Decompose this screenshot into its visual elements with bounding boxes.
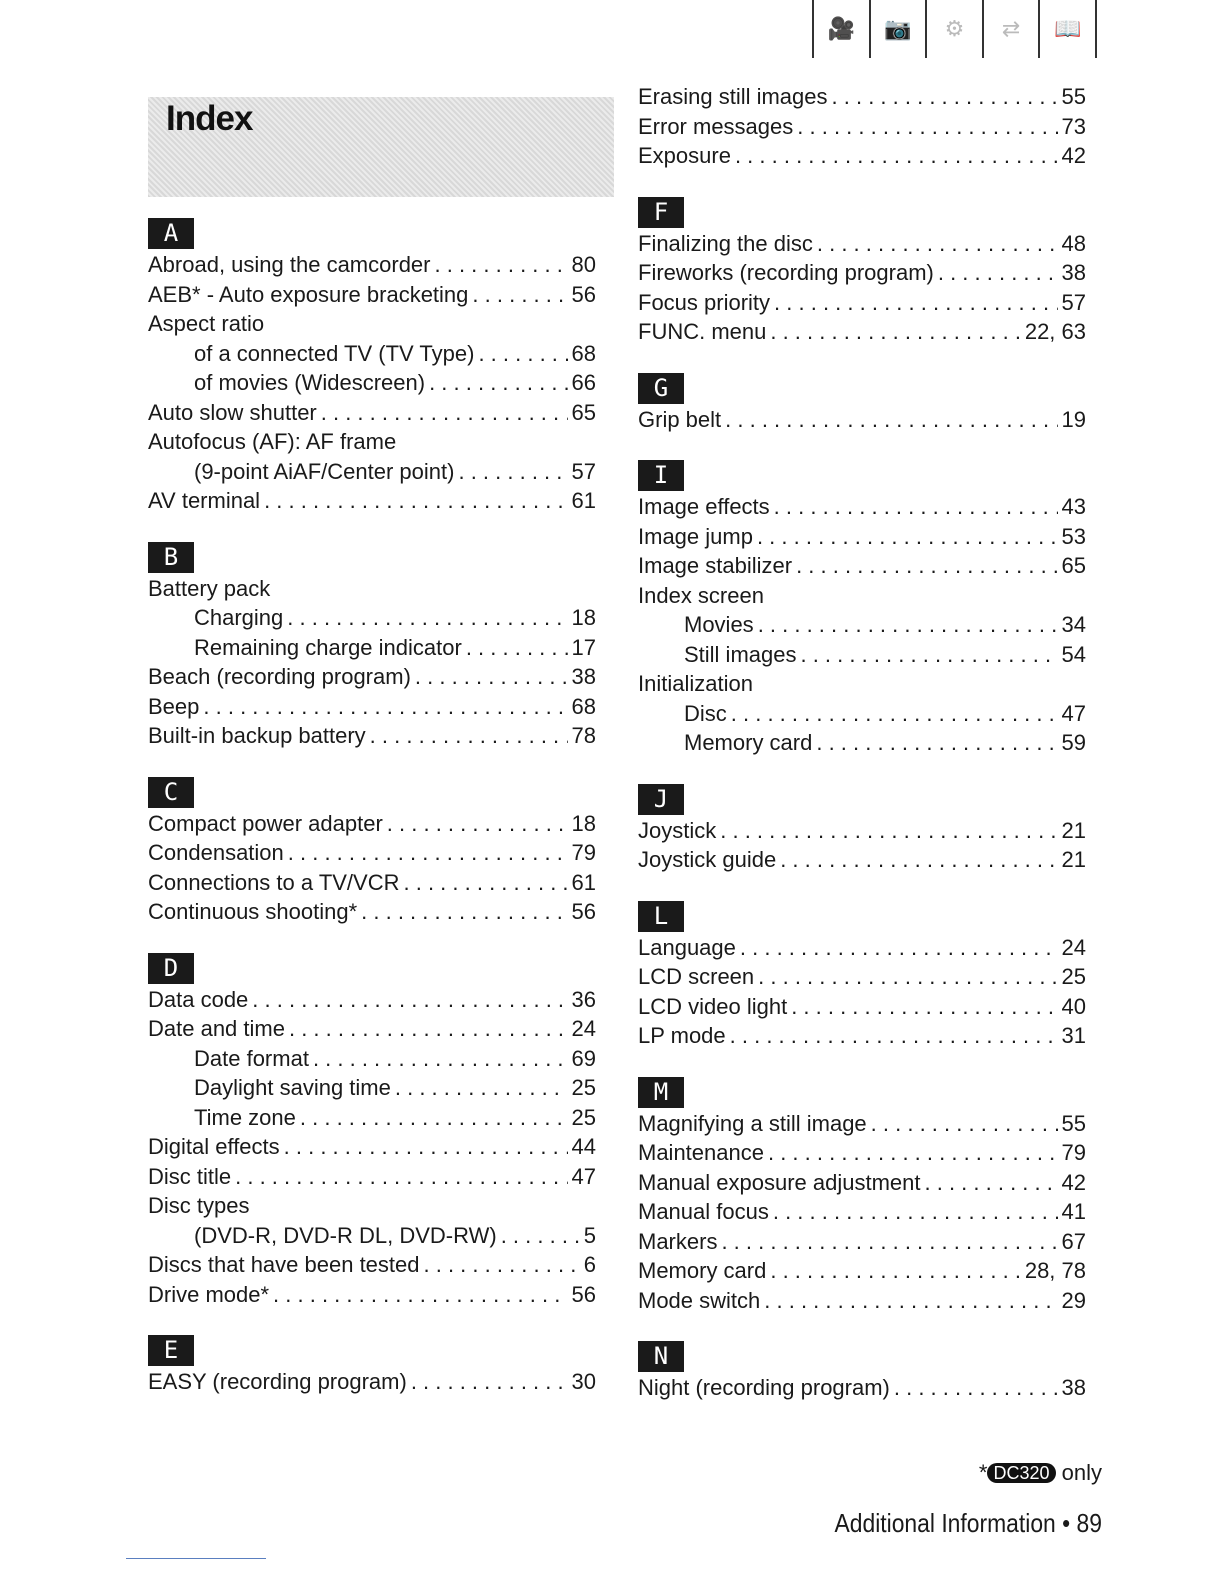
entry-page: 68 [571, 340, 596, 366]
entry-term: Focus priority [638, 289, 771, 315]
entry-term: Initialization [638, 671, 753, 696]
index-entry [148, 1103, 596, 1133]
entry-term: Night (recording program) [638, 1375, 890, 1400]
entry-page: 38 [571, 664, 596, 689]
index-section [638, 197, 1086, 347]
entry-term: Drive mode* [148, 1281, 270, 1307]
book-icon: 📖 [1038, 0, 1097, 58]
leader-dots [370, 721, 568, 751]
footnote: * DC320 only [978, 1460, 1102, 1485]
section-letter: F [638, 197, 684, 228]
entry-term: Erasing still images [638, 84, 828, 109]
entry-page: 55 [1061, 1110, 1086, 1136]
entry-page: 42 [1061, 143, 1086, 168]
index-column-left [148, 218, 596, 1423]
entry-page: 56 [571, 899, 596, 924]
leader-dots [435, 250, 568, 280]
index-entry [148, 457, 596, 487]
index-entry [148, 486, 596, 516]
index-entry [148, 1014, 596, 1044]
index-entry [638, 522, 1086, 552]
entry-term: Joystick guide [638, 847, 777, 872]
entry-page: 25 [1061, 964, 1086, 989]
entry-term: Markers [638, 1228, 718, 1254]
leader-dots [284, 1132, 568, 1162]
entry-page: 6 [583, 1252, 596, 1277]
entry-page: 22, 63 [1024, 319, 1086, 344]
leader-dots [796, 551, 1057, 581]
entry-term: Fireworks (recording program) [638, 260, 934, 285]
index-entry [148, 633, 596, 663]
leader-dots [770, 1256, 1020, 1286]
index-entry [638, 288, 1086, 318]
section-letter: G [638, 373, 684, 404]
index-column-right [638, 82, 1086, 1429]
leader-dots [415, 662, 568, 692]
entry-term: Remaining charge indicator [194, 634, 462, 660]
leader-dots [800, 640, 1057, 670]
leader-dots [774, 492, 1058, 522]
entry-term: Aspect ratio [148, 311, 265, 336]
index-entry [148, 1073, 596, 1103]
camcorder-icon: 🎥 [812, 0, 869, 58]
entry-term: Movies [684, 612, 754, 637]
entry-term: Image stabilizer [638, 553, 793, 578]
leader-dots [387, 809, 568, 839]
index-entry [638, 551, 1086, 581]
entry-page: 34 [1061, 612, 1086, 637]
index-entry [148, 809, 596, 839]
entry-term: Charging [194, 605, 284, 630]
index-entry [148, 368, 596, 398]
index-entry [148, 1221, 596, 1251]
entry-page: 73 [1061, 113, 1086, 139]
entry-term: Grip belt [638, 406, 722, 432]
entry-page: 43 [1061, 494, 1086, 519]
entry-term: Compact power adapter [148, 810, 383, 836]
entry-page: 31 [1061, 1023, 1086, 1048]
leader-dots [871, 1109, 1058, 1139]
leader-dots [720, 816, 1057, 846]
index-entry [148, 339, 596, 369]
entry-term: Disc types [148, 1193, 250, 1218]
leader-dots [764, 1286, 1057, 1316]
entry-page: 28, 78 [1024, 1258, 1086, 1283]
index-section [148, 777, 596, 927]
index-entry [638, 1021, 1086, 1051]
leader-dots [404, 868, 568, 898]
index-entry [638, 669, 1086, 699]
leader-dots [780, 845, 1057, 875]
entry-term: Manual focus [638, 1199, 769, 1224]
index-entry [148, 1367, 596, 1397]
leader-dots [235, 1162, 567, 1192]
entry-term: Finalizing the disc [638, 230, 813, 256]
entry-term: Abroad, using the camcorder [148, 252, 431, 277]
index-section [148, 542, 596, 751]
index-entry [148, 1250, 596, 1280]
entry-page: 61 [571, 488, 596, 513]
index-entry [148, 574, 596, 604]
entry-term: of a connected TV (TV Type) [194, 340, 475, 366]
entry-page: 56 [571, 1281, 596, 1307]
entry-page: 78 [571, 723, 596, 748]
section-letter: N [638, 1341, 684, 1372]
index-entry [638, 1256, 1086, 1286]
index-entry [148, 1280, 596, 1310]
entry-page: 42 [1061, 1169, 1086, 1195]
entry-term: Autofocus (AF): AF frame [148, 429, 397, 454]
index-section [638, 373, 1086, 435]
section-letter: I [638, 460, 684, 491]
leader-dots [725, 405, 1057, 435]
entry-term: Condensation [148, 840, 284, 865]
index-entry [638, 82, 1086, 112]
leader-dots [424, 1250, 580, 1280]
entry-page: 40 [1061, 993, 1086, 1019]
entry-term: Image jump [638, 523, 753, 549]
index-section [148, 218, 596, 516]
index-section [638, 82, 1086, 171]
entry-page: 65 [1061, 553, 1086, 578]
leader-dots [411, 1367, 568, 1397]
page-number: 89 [1076, 1508, 1102, 1538]
index-section [638, 1077, 1086, 1316]
section-letter: M [638, 1077, 684, 1108]
index-section [638, 1341, 1086, 1403]
model-badge: DC320 [987, 1463, 1055, 1483]
leader-dots [774, 288, 1057, 318]
entry-page: 21 [1061, 817, 1086, 843]
leader-dots [472, 280, 567, 310]
index-entry [638, 992, 1086, 1022]
index-entry [638, 1227, 1086, 1257]
index-entry [148, 1044, 596, 1074]
leader-dots [791, 992, 1057, 1022]
leader-dots [458, 457, 567, 487]
entry-page: 21 [1061, 847, 1086, 872]
entry-term: Built-in backup battery [148, 723, 366, 748]
index-entry [148, 1191, 596, 1221]
entry-page: 18 [571, 605, 596, 630]
index-entry [148, 1132, 596, 1162]
footer-section: Additional Information [834, 1508, 1056, 1538]
entry-page: 19 [1061, 406, 1086, 432]
leader-dots [289, 1014, 568, 1044]
index-entry [638, 317, 1086, 347]
entry-term: Memory card [684, 730, 813, 755]
entry-term: (DVD-R, DVD-R DL, DVD-RW) [194, 1222, 497, 1248]
index-entry [638, 1109, 1086, 1139]
index-section [638, 901, 1086, 1051]
index-entry [148, 868, 596, 898]
section-letter: A [148, 218, 194, 249]
leader-dots [758, 962, 1057, 992]
entry-term: LP mode [638, 1023, 726, 1048]
entry-page: 79 [1061, 1140, 1086, 1165]
entry-term: LCD video light [638, 993, 788, 1019]
index-entry [148, 309, 596, 339]
entry-page: 54 [1061, 641, 1086, 667]
leader-dots [264, 486, 567, 516]
index-entry [638, 728, 1086, 758]
entry-term: Magnifying a still image [638, 1110, 867, 1136]
leader-dots [203, 692, 567, 722]
leader-dots [797, 112, 1057, 142]
index-entry [638, 492, 1086, 522]
entry-term: Language [638, 934, 736, 960]
entry-term: Digital effects [148, 1134, 280, 1159]
index-entry [148, 250, 596, 280]
leader-dots [288, 838, 568, 868]
entry-page: 57 [571, 458, 596, 484]
index-entry [638, 699, 1086, 729]
index-entry [638, 229, 1086, 259]
index-entry [638, 1286, 1086, 1316]
leader-dots [300, 1103, 568, 1133]
leader-dots [757, 522, 1058, 552]
entry-page: 38 [1061, 1375, 1086, 1400]
entry-term: Joystick [638, 817, 717, 843]
entry-page: 79 [571, 840, 596, 865]
entry-page: 29 [1061, 1287, 1086, 1313]
page-footer: Additional Information • 89 [834, 1508, 1102, 1538]
index-entry [148, 1162, 596, 1192]
page-title: Index [166, 99, 253, 138]
leader-dots [773, 1197, 1058, 1227]
entry-term: AV terminal [148, 488, 261, 513]
entry-page: 36 [571, 986, 596, 1012]
index-entry [148, 427, 596, 457]
index-entry [638, 610, 1086, 640]
entry-term: (9-point AiAF/Center point) [194, 458, 455, 484]
entry-term: Disc [684, 700, 727, 726]
leader-dots [730, 1021, 1058, 1051]
leader-dots [429, 368, 567, 398]
entry-term: Error messages [638, 113, 794, 139]
leader-dots [770, 317, 1020, 347]
entry-term: Exposure [638, 143, 731, 168]
leader-dots [273, 1280, 567, 1310]
leader-dots [252, 985, 567, 1015]
section-letter: L [638, 901, 684, 932]
entry-term: EASY (recording program) [148, 1369, 407, 1394]
section-letter: J [638, 784, 684, 815]
entry-term: of movies (Widescreen) [194, 370, 426, 395]
entry-page: 41 [1061, 1199, 1086, 1224]
leader-dots [758, 610, 1058, 640]
index-entry [638, 640, 1086, 670]
leader-dots [740, 933, 1058, 963]
entry-page: 53 [1061, 523, 1086, 549]
leader-dots [466, 633, 568, 663]
section-letter: E [148, 1335, 194, 1366]
leader-dots [287, 603, 567, 633]
entry-page: 5 [583, 1222, 596, 1248]
entry-term: Manual exposure adjustment [638, 1169, 921, 1195]
leader-dots [938, 258, 1058, 288]
entry-page: 25 [571, 1104, 596, 1130]
index-entry [638, 816, 1086, 846]
entry-page: 30 [571, 1369, 596, 1394]
entry-page: 59 [1061, 730, 1086, 755]
index-entry [148, 603, 596, 633]
entry-page: 17 [571, 634, 596, 660]
index-entry [148, 692, 596, 722]
entry-page: 24 [1061, 934, 1086, 960]
leader-dots [735, 141, 1058, 171]
index-entry [638, 581, 1086, 611]
entry-term: Connections to a TV/VCR [148, 869, 400, 895]
index-entry [638, 112, 1086, 142]
entry-page: 61 [571, 869, 596, 895]
connect-icon: ⇄ [982, 0, 1039, 58]
entry-term: Daylight saving time [194, 1075, 391, 1100]
leader-dots [816, 728, 1057, 758]
title-banner [148, 97, 614, 197]
index-entry [638, 1197, 1086, 1227]
entry-term: FUNC. menu [638, 319, 767, 344]
index-entry [638, 141, 1086, 171]
index-entry [148, 662, 596, 692]
footer-rule [126, 1558, 266, 1559]
leader-dots [395, 1073, 568, 1103]
entry-page: 68 [571, 693, 596, 719]
entry-term: AEB* - Auto exposure bracketing [148, 281, 469, 307]
entry-term: Still images [684, 641, 797, 667]
entry-page: 47 [1061, 700, 1086, 726]
index-entry [638, 258, 1086, 288]
entry-term: Data code [148, 986, 249, 1012]
index-section [638, 460, 1086, 758]
entry-term: Maintenance [638, 1140, 764, 1165]
leader-dots [894, 1373, 1058, 1403]
entry-page: 18 [571, 810, 596, 836]
entry-page: 38 [1061, 260, 1086, 285]
index-entry [638, 933, 1086, 963]
entry-term: Auto slow shutter [148, 399, 317, 425]
leader-dots [731, 699, 1058, 729]
entry-page: 80 [571, 252, 596, 277]
leader-dots [721, 1227, 1057, 1257]
leader-dots [321, 398, 568, 428]
entry-term: Date format [194, 1045, 309, 1071]
section-letter: B [148, 542, 194, 573]
entry-term: Battery pack [148, 575, 271, 601]
entry-page: 55 [1061, 84, 1086, 109]
entry-term: Index screen [638, 582, 764, 608]
entry-page: 57 [1061, 289, 1086, 315]
index-entry [148, 897, 596, 927]
index-entry [638, 405, 1086, 435]
leader-dots [817, 229, 1058, 259]
entry-term: Beep [148, 693, 200, 719]
entry-page: 24 [571, 1016, 596, 1041]
leader-dots [768, 1138, 1058, 1168]
entry-page: 66 [571, 370, 596, 395]
index-entry [148, 985, 596, 1015]
entry-term: Beach (recording program) [148, 664, 411, 689]
entry-page: 56 [571, 281, 596, 307]
index-entry [638, 1138, 1086, 1168]
index-entry [148, 721, 596, 751]
entry-term: Discs that have been tested [148, 1252, 420, 1277]
index-entry [638, 845, 1086, 875]
leader-dots [501, 1221, 580, 1251]
index-entry [148, 398, 596, 428]
index-entry [148, 838, 596, 868]
entry-page: 69 [571, 1045, 596, 1071]
leader-dots [313, 1044, 568, 1074]
entry-term: Image effects [638, 494, 770, 519]
entry-term: Date and time [148, 1016, 285, 1041]
index-section [148, 1335, 596, 1397]
entry-page: 65 [571, 399, 596, 425]
leader-dots [925, 1168, 1058, 1198]
index-entry [638, 962, 1086, 992]
entry-term: Time zone [194, 1104, 296, 1130]
index-entry [638, 1168, 1086, 1198]
photo-icon: 📷 [869, 0, 926, 58]
index-entry [638, 1373, 1086, 1403]
leader-dots [832, 82, 1058, 112]
leader-dots [361, 897, 567, 927]
entry-term: Disc title [148, 1163, 232, 1189]
leader-dots [478, 339, 567, 369]
entry-page: 44 [571, 1134, 596, 1159]
entry-page: 47 [571, 1163, 596, 1189]
entry-page: 67 [1061, 1228, 1086, 1254]
index-section [148, 953, 596, 1310]
entry-term: LCD screen [638, 964, 755, 989]
entry-term: Mode switch [638, 1287, 761, 1313]
entry-page: 25 [571, 1075, 596, 1100]
index-entry [148, 280, 596, 310]
chapter-tabs [812, 0, 1097, 58]
entry-page: 48 [1061, 230, 1086, 256]
section-letter: C [148, 777, 194, 808]
section-letter: D [148, 953, 194, 984]
entry-term: Continuous shooting* [148, 899, 358, 924]
settings-icon: ⚙ [925, 0, 982, 58]
index-section [638, 784, 1086, 875]
entry-term: Memory card [638, 1258, 767, 1283]
